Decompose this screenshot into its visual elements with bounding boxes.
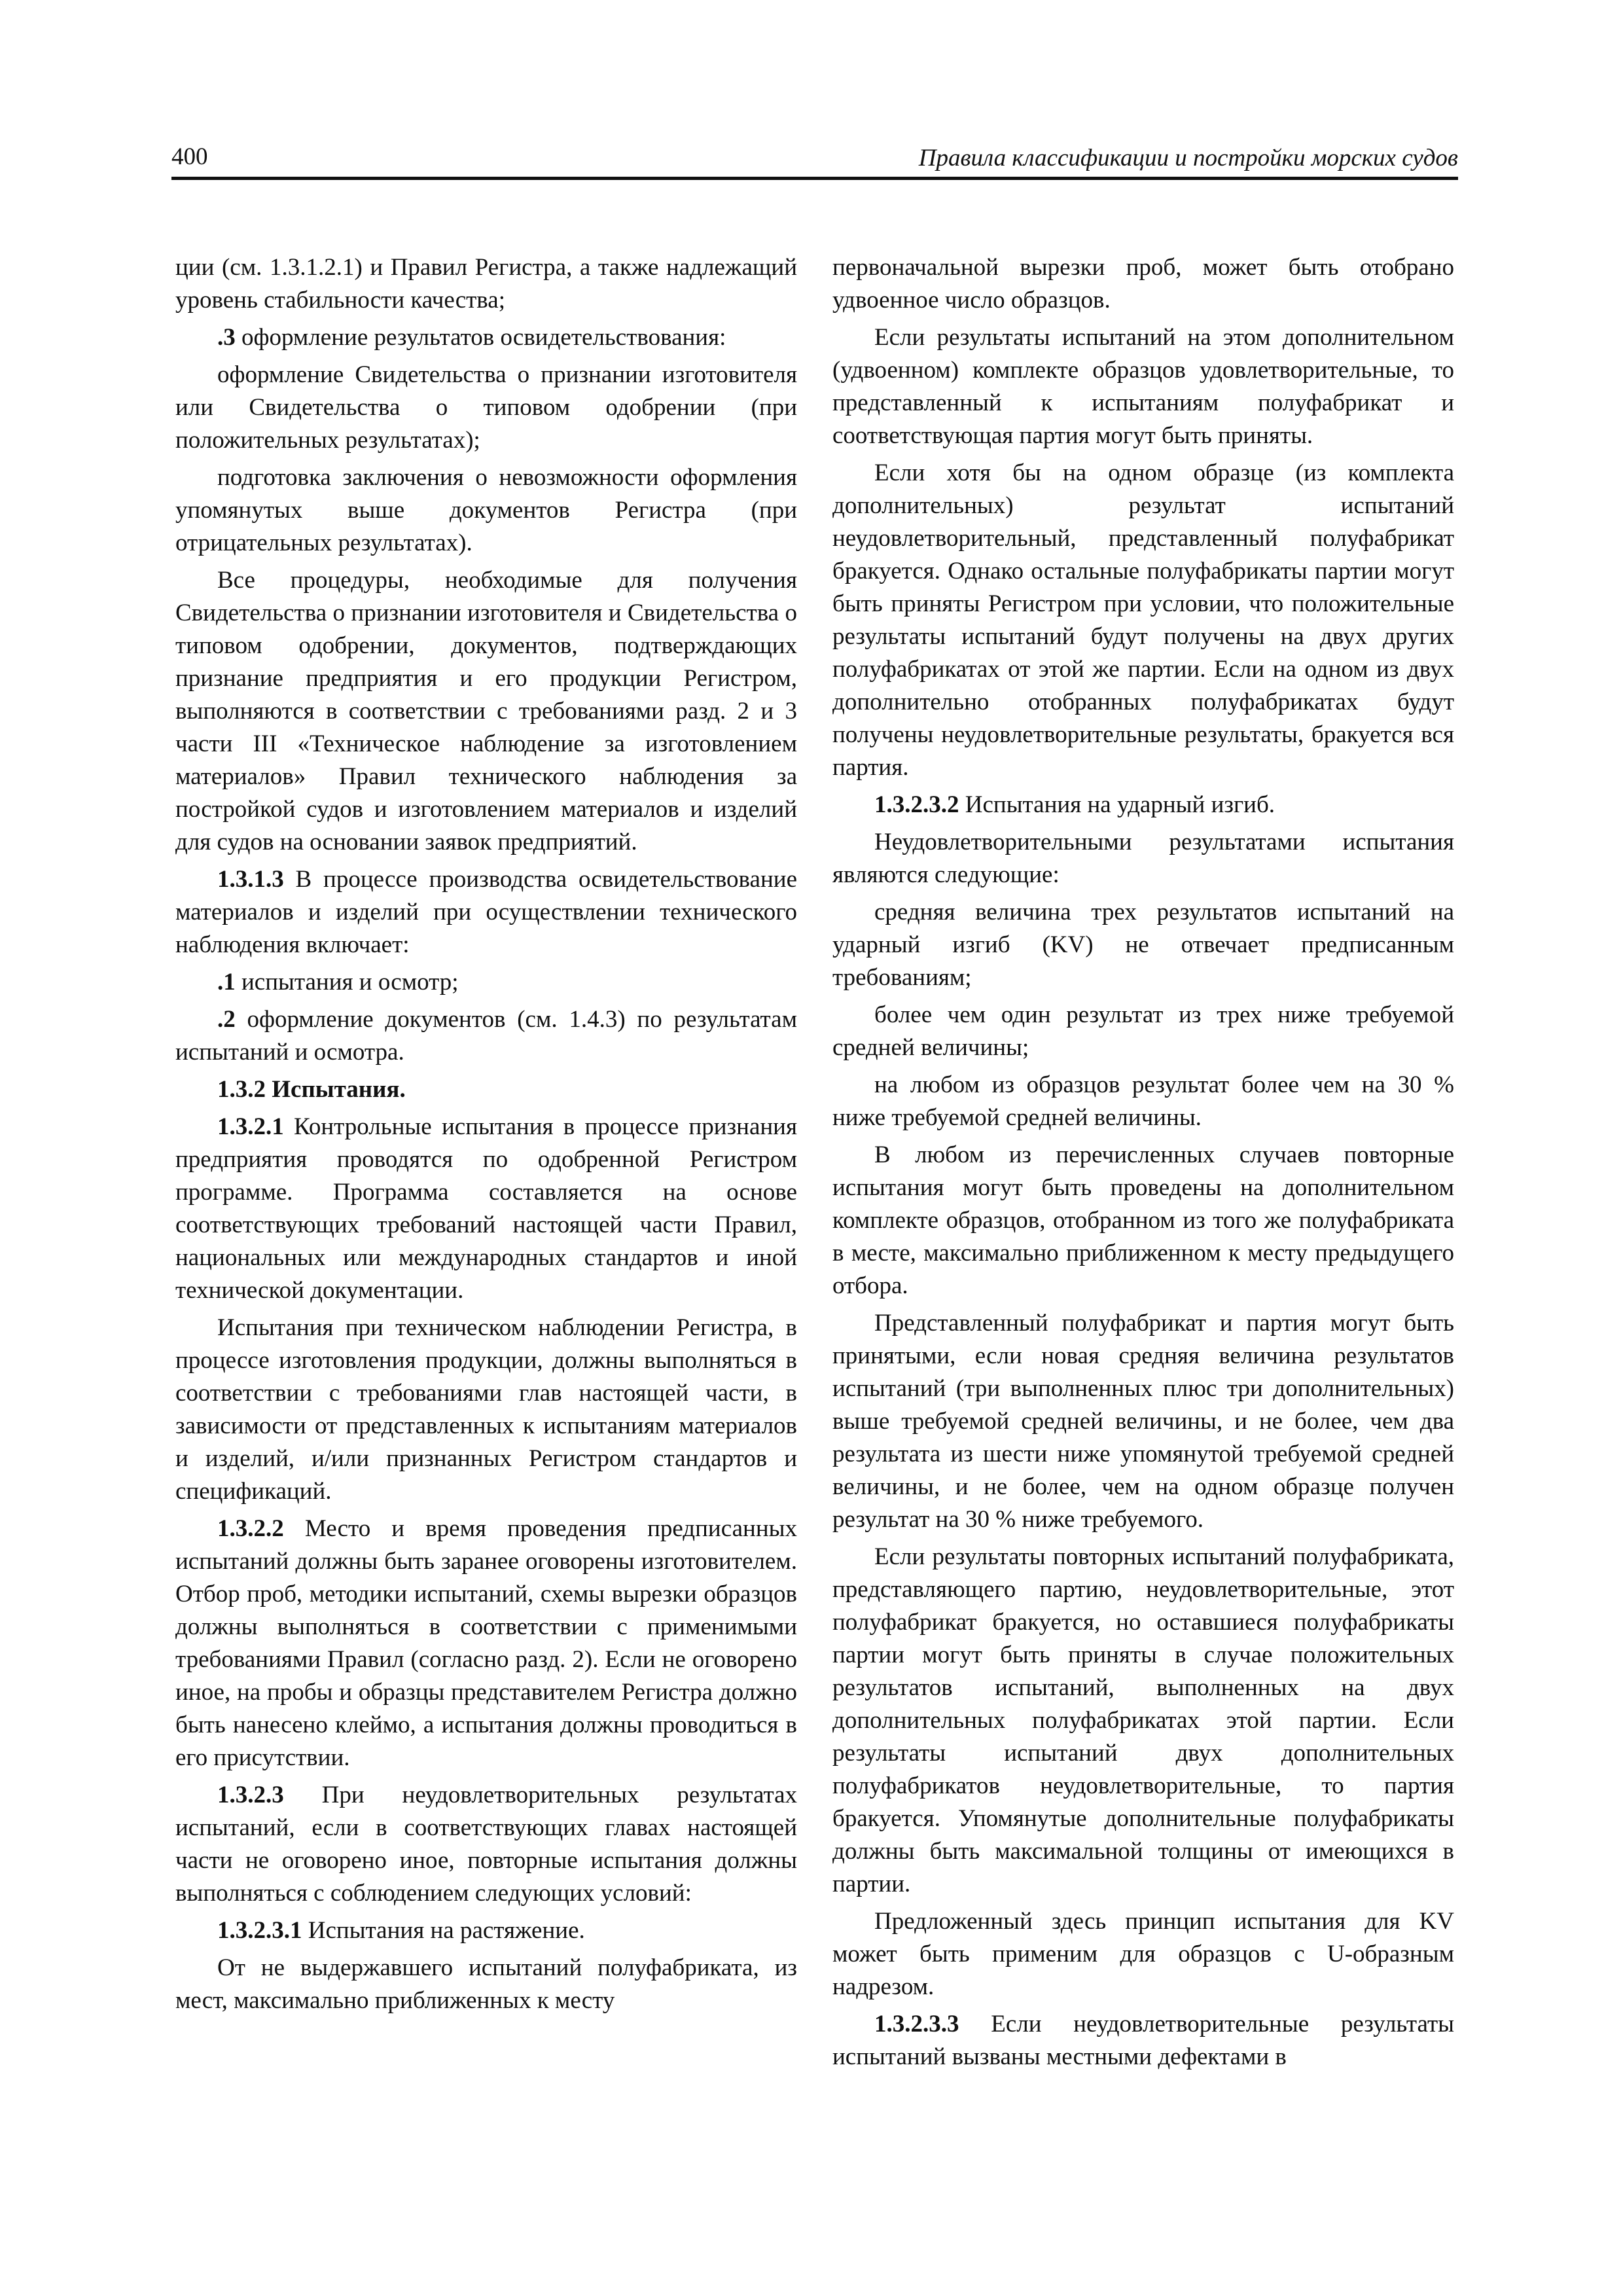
paragraph [175, 321, 797, 354]
right-column [832, 251, 1454, 2078]
paragraph: Неудовлетворительными результатами испытания являются следующие: [832, 829, 1454, 888]
paragraph [175, 1513, 797, 1774]
paragraph: Предложенный здесь принцип испытания для KV может быть применим для образцов с U-образным надрезом. [832, 1908, 1454, 2000]
paragraph-text: В процессе производства освидетельствование материалов и изделий при осуществлении технического наблюдения включает: [175, 866, 797, 958]
paragraph-text: Испытания на ударный изгиб. [959, 791, 1275, 818]
paragraph-text: испытания и осмотр; [235, 969, 459, 996]
page-header [171, 143, 1458, 177]
left-column [175, 251, 797, 2022]
paragraph: От не выдержавшего испытаний полуфабриката, из мест, максимально приближенных к месту [175, 1954, 797, 2014]
section-number: 1.3.1.3 [217, 866, 284, 893]
paragraph: Испытания при техническом наблюдении Регистра, в процессе изготовления продукции, должны выполняться в соответствии с требованиями глав настоящей части, в зависимости от представленных к испытаниям материалов и изделий, и/или признанных Регистром стандартов и спецификаций. [175, 1314, 797, 1505]
paragraph: Представленный полуфабрикат и партия могут быть принятыми, если новая средняя величина результатов испытаний (три выполненных плюс три дополнительных) выше требуемой средней величины, и не более, чем два результата из шести ниже упомянутой требуемой средней величины, и не более, чем на одном образце получен результат на 30 % ниже требуемого. [832, 1310, 1454, 1533]
list-item: средняя величина трех результатов испытаний на ударный изгиб (KV) не отвечает предписанным требованиям; [832, 899, 1454, 991]
paragraph [175, 966, 797, 999]
section-number: 1.3.2.3.2 [874, 791, 959, 818]
paragraph-text: оформление результатов освидетельствования: [235, 324, 726, 351]
paragraph [175, 1111, 797, 1307]
list-item: на любом из образцов результат более чем на 30 % ниже требуемой средней величины. [832, 1071, 1454, 1131]
paragraph [832, 2008, 1454, 2073]
paragraph [175, 1779, 797, 1910]
paragraph: Если хотя бы на одном образце (из комплекта дополнительных) результат испытаний неудовлетворительный, представленный полуфабрикат бракуется. Однако остальные полуфабрикаты партии могут быть приняты Регистром при условии, что положительные результаты испытаний будут получены на двух других полуфабрикатах от этой же партии. Если на одном из двух дополнительно отобранных полуфабрикатах будут получены неудовлетворительные результаты, бракуется вся партия. [832, 459, 1454, 781]
item-number: .2 [217, 1006, 236, 1033]
paragraph: Если результаты повторных испытаний полуфабриката, представляющего партию, неудовлетворительные, этот полуфабрикат бракуется, но оставшиеся полуфабрикаты партии могут быть приняты в случае положительных результатов испытаний, выполненных на двух дополнительных полуфабрикатах этой партии. Если результаты испытаний двух дополнительных полуфабрикатов неудовлетворительные, то партия бракуется. Упомянутые дополнительные полуфабрикаты должны быть максимальной толщины от имеющихся в партии. [832, 1543, 1454, 1897]
list-item: более чем один результат из трех ниже требуемой средней величины; [832, 1001, 1454, 1061]
header-rule [171, 177, 1458, 180]
section-number: 1.3.2.3 [217, 1782, 284, 1808]
item-number: .1 [217, 969, 236, 996]
paragraph-text: Место и время проведения предписанных испытаний должны быть заранее оговорены изготовителем. Отбор проб, методики испытаний, схемы вырезки образцов должны выполняться в соответствии с применимыми требованиями Правил (согласно разд. 2). Если не оговорено иное, на пробы и образцы представителем Регистра должно быть нанесено клеймо, а испытания должны проводиться в его присутствии. [175, 1515, 797, 1771]
paragraph: оформление Свидетельства о признании изготовителя или Свидетельства о типовом одобрении (при положительных результатах); [175, 361, 797, 454]
paragraph: ции (см. 1.3.1.2.1) и Правил Регистра, а также надлежащий уровень стабильности качества; [175, 254, 797, 314]
paragraph: Все процедуры, необходимые для получения Свидетельства о признании изготовителя и Свидетельства о типовом одобрении, документов, подтверждающих признание предприятия и его продукции Регистром, выполняются в соответствии с требованиями разд. 2 и 3 части III «Техническое наблюдение за изготовлением материалов» Правил технического наблюдения за постройкой судов и изготовлением материалов и изделий для судов на основании заявок предприятий. [175, 567, 797, 855]
paragraph-text: оформление документов (см. 1.4.3) по результатам испытаний и осмотра. [175, 1006, 797, 1066]
paragraph-text: Если неудовлетворительные результаты испытаний вызваны местными дефектами в [832, 2011, 1454, 2070]
section-number: 1.3.2.3.1 [217, 1917, 302, 1944]
section-number: 1.3.2.3.3 [874, 2011, 959, 2037]
page-number: 400 [171, 143, 208, 170]
paragraph: первоначальной вырезки проб, может быть отобрано удвоенное число образцов. [832, 254, 1454, 314]
section-heading-text: 1.3.2 Испытания. [217, 1076, 406, 1103]
paragraph: Если результаты испытаний на этом дополнительном (удвоенном) комплекте образцов удовлетворительные, то представленный к испытаниям полуфабрикат и соответствующая партия могут быть приняты. [832, 324, 1454, 449]
running-title: Правила классификации и постройки морских судов [918, 145, 1458, 171]
paragraph-text: При неудовлетворительных результатах испытаний, если в соответствующих главах настоящей части не оговорено иное, повторные испытания должны выполняться с соблюдением следующих условий: [175, 1782, 797, 1907]
paragraph: подготовка заключения о невозможности оформления упомянутых выше документов Регистра (при отрицательных результатах). [175, 464, 797, 556]
paragraph [175, 863, 797, 961]
section-heading [175, 1073, 797, 1106]
paragraph [175, 1914, 797, 1947]
item-number: .3 [217, 324, 236, 351]
paragraph-text: Контрольные испытания в процессе признания предприятия проводятся по одобренной Регистром программе. Программа составляется на основе соответствующих требований настоящей части Правил, национальных или международных стандартов и иной технической документации. [175, 1113, 797, 1304]
section-number: 1.3.2.1 [217, 1113, 284, 1140]
section-number: 1.3.2.2 [217, 1515, 284, 1542]
paragraph-text: Испытания на растяжение. [302, 1917, 585, 1944]
paragraph [175, 1003, 797, 1069]
paragraph: В любом из перечисленных случаев повторные испытания могут быть проведены на дополнительном комплекте образцов, отобранном из того же полуфабриката в месте, максимально приближенном к месту предыдущего отбора. [832, 1141, 1454, 1299]
paragraph [832, 789, 1454, 821]
